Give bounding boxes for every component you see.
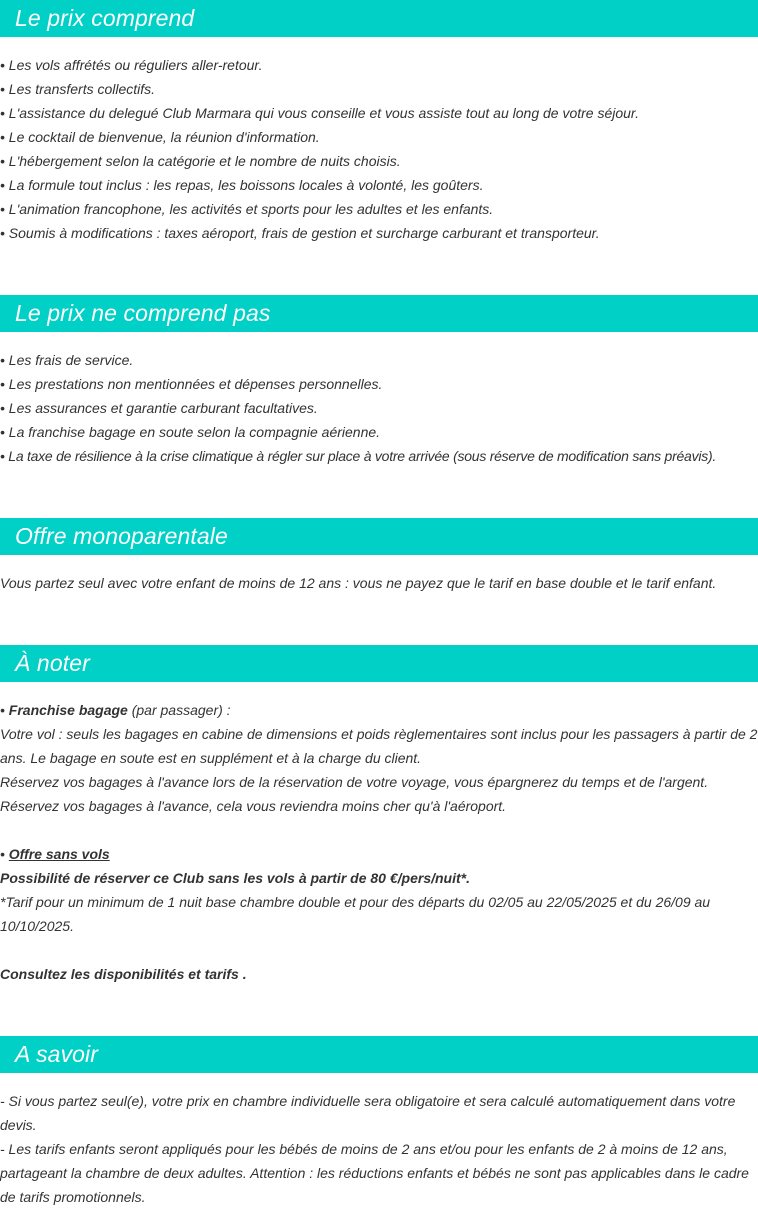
section-title-single-parent: Offre monoparentale — [0, 518, 758, 555]
list-item: • La taxe de résilience à la crise climatique à régler sur place à votre arrivée (sous réserve de modification sans préavis). — [0, 448, 716, 464]
list-item: • Les frais de service. — [0, 352, 134, 368]
paragraph: Vous partez seul avec votre enfant de moins de 12 ans : vous ne payez que le tarif en base double et le tarif enfant. — [0, 575, 717, 591]
single-parent-text — [0, 571, 758, 595]
baggage-label: Franchise bagage — [8, 702, 128, 718]
section-title-not-included: Le prix ne comprend pas — [0, 295, 758, 332]
availability-link[interactable]: Consultez les disponibilités et tarifs . — [0, 966, 247, 982]
bullet: • — [0, 702, 9, 718]
baggage-heading — [0, 698, 758, 722]
list-item: • Soumis à modifications : taxes aéroport, frais de gestion et surcharge carburant et transporteur. — [0, 225, 600, 241]
included-list — [0, 53, 758, 245]
no-flight-link[interactable]: Offre sans vols — [8, 846, 110, 862]
no-flight-footnote: *Tarif pour un minimum de 1 nuit base chambre double et pour des départs du 02/05 au 22/05/2025 et du 26/09 au 10/10/2025. — [0, 894, 711, 934]
list-item: • La franchise bagage en soute selon la compagnie aérienne. — [0, 424, 381, 440]
list-item: • Les assurances et garantie carburant facultatives. — [0, 400, 318, 416]
paragraph: - Si vous partez seul(e), votre prix en chambre individuelle sera obligatoire et sera calculé automatiquement dans votre devis. — [0, 1093, 736, 1133]
section-title-included: Le prix comprend — [0, 0, 758, 37]
paragraph: Votre vol : seuls les bagages en cabine de dimensions et poids règlementaires sont inclus pour les passagers à partir de 2 ans. Le bagage en soute est en supplément et à la charge du client. — [0, 726, 758, 766]
no-flight-heading — [0, 842, 758, 866]
list-item: • La formule tout inclus : les repas, les boissons locales à volonté, les goûters. — [0, 177, 484, 193]
list-item: • Les transferts collectifs. — [0, 81, 156, 97]
section-title-good-to-know: A savoir — [0, 1036, 758, 1073]
list-item: • Les vols affrétés ou réguliers aller-retour. — [0, 57, 263, 73]
good-to-know-content — [0, 1089, 758, 1209]
section-title-note: À noter — [0, 645, 758, 682]
list-item: • L'hébergement selon la catégorie et le nombre de nuits choisis. — [0, 153, 401, 169]
list-item: • Le cocktail de bienvenue, la réunion d'information. — [0, 129, 320, 145]
note-content — [0, 698, 758, 986]
bullet: • — [0, 846, 9, 862]
list-item: • L'animation francophone, les activités et sports pour les adultes et les enfants. — [0, 201, 494, 217]
not-included-list — [0, 348, 758, 468]
baggage-qualifier: (par passager) : — [127, 702, 231, 718]
paragraph: - Les tarifs enfants seront appliqués pour les bébés de moins de 2 ans et/ou pour les enfants de 2 à moins de 12 ans, partageant la chambre de deux adultes. Attention : les réductions enfants et bébés ne sont pas applicables dans le cadre de tarifs promotionnels. — [0, 1141, 749, 1205]
list-item: • Les prestations non mentionnées et dépenses personnelles. — [0, 376, 383, 392]
list-item: • L'assistance du delegué Club Marmara qui vous conseille et vous assiste tout au long de votre séjour. — [0, 105, 639, 121]
paragraph: Réservez vos bagages à l'avance lors de la réservation de votre voyage, vous épargnerez du temps et de l'argent. — [0, 774, 709, 790]
paragraph: Réservez vos bagages à l'avance, cela vous reviendra moins cher qu'à l'aéroport. — [0, 798, 507, 814]
no-flight-headline: Possibilité de réserver ce Club sans les vols à partir de 80 €/pers/nuit*. — [0, 870, 470, 886]
